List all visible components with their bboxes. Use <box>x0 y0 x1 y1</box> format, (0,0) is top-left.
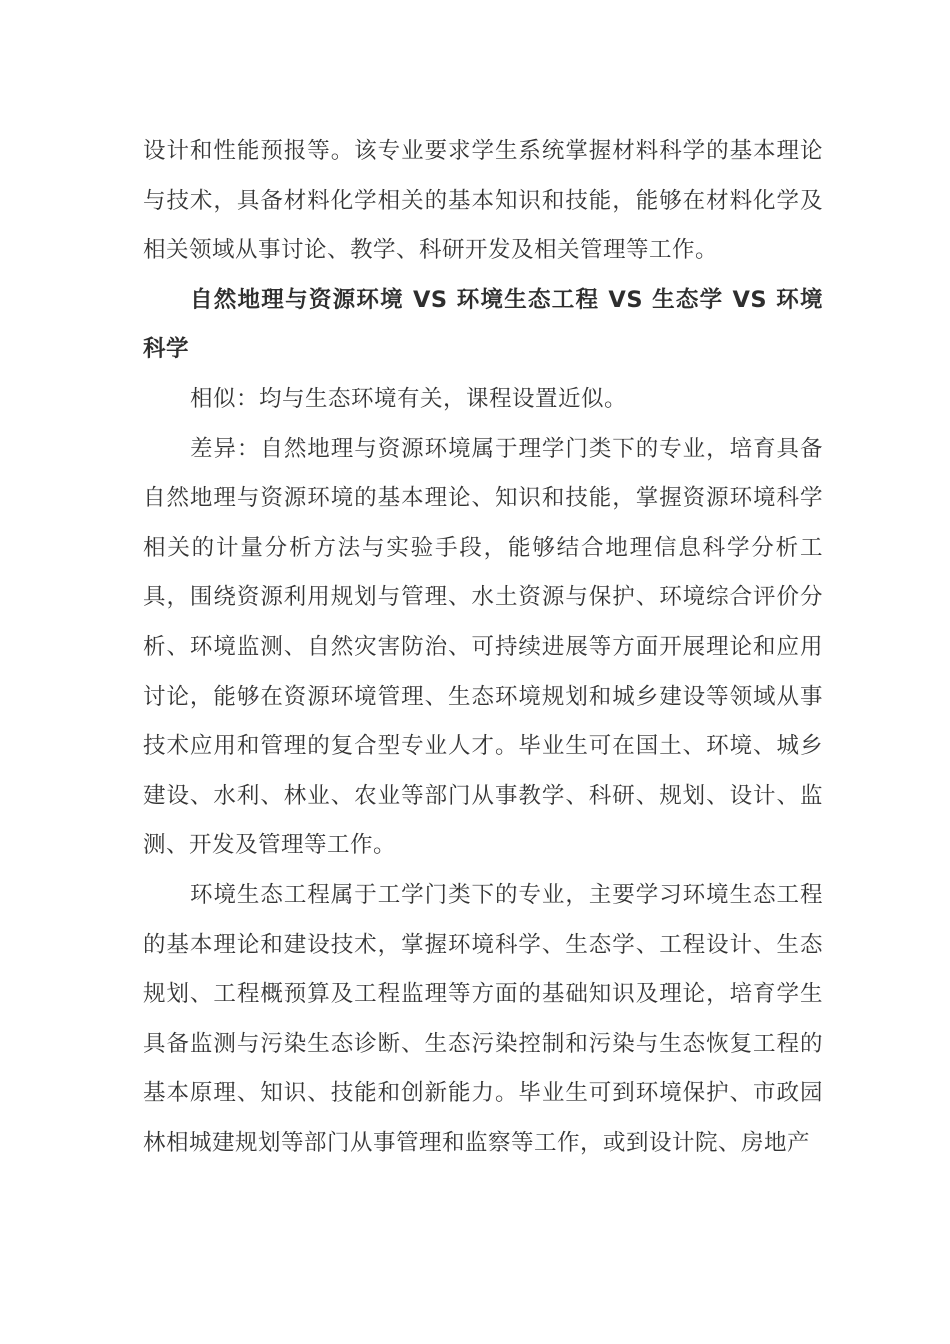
section-heading: 自然地理与资源环境 VS 环境生态工程 VS 生态学 VS 环境科学 <box>143 286 823 363</box>
paragraph-environmental-ecology: 环境生态工程属于工学门类下的专业，主要学习环境生态工程的基本理论和建设技术，掌握环境科学、生态学、工程设计、生态规划、工程概预算及工程监理等方面的基础知识及理论，培育学生具备监测与污染生态诊断、生态污染控制和污染与生态恢复工程的基本原理、知识、技能和创新能力。毕业生可到环境保护、市政园林相城建规划等部门从事管理和监察等工作，或到设计院、房地产 <box>143 881 823 1156</box>
document-body <box>143 127 823 1168</box>
paragraph-intro-continuation: 设计和性能预报等。该专业要求学生系统掌握材料科学的基本理论与技术，具备材料化学相关的基本知识和技能，能够在材料化学及相关领域从事讨论、教学、科研开发及相关管理等工作。 <box>143 138 823 264</box>
paragraph-similarity: 相似：均与生态环境有关，课程设置近似。 <box>190 385 628 412</box>
paragraph-difference: 差异：自然地理与资源环境属于理学门类下的专业，培育具备自然地理与资源环境的基本理论、知识和技能，掌握资源环境科学相关的计量分析方法与实验手段，能够结合地理信息科学分析工具，围绕资源利用规划与管理、水土资源与保护、环境综合评价分析、环境监测、自然灾害防治、可持续进展等方面开展理论和应用讨论，能够在资源环境管理、生态环境规划和城乡建设等领域从事技术应用和管理的复合型专业人才。毕业生可在国土、环境、城乡建设、水利、林业、农业等部门从事教学、科研、规划、设计、监测、开发及管理等工作。 <box>143 435 823 859</box>
